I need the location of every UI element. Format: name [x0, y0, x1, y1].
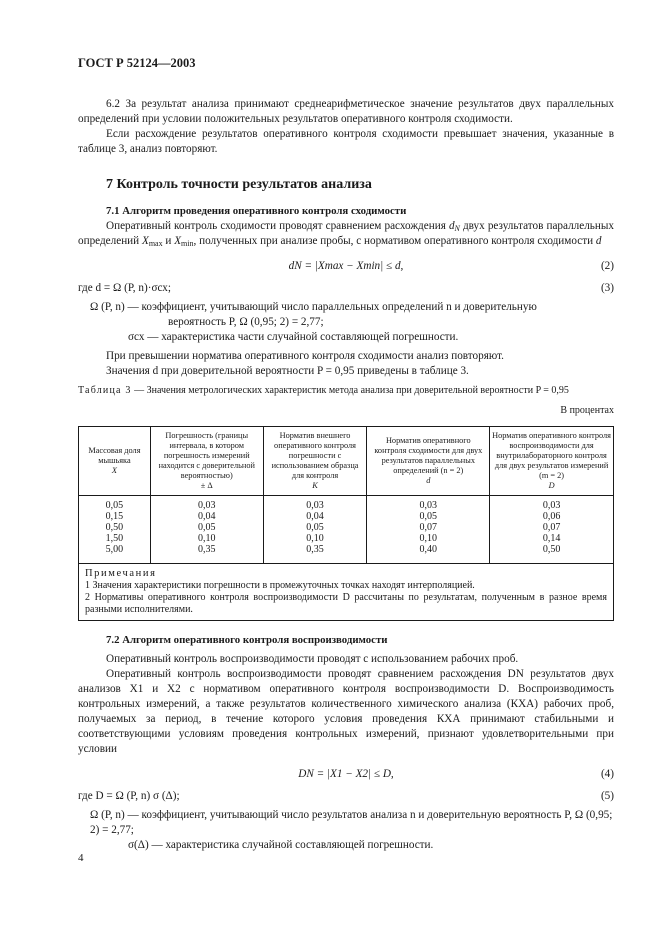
header-error: Погрешность (границы интервала, в котором погрешность измерений находится с доверительной вероятностью) ± Δ	[150, 427, 263, 496]
formula-2-row	[78, 259, 614, 275]
formula-5-row	[78, 789, 614, 805]
paragraph-6-2-repeat: Если расхождение результатов оперативного контроля сходимости превышает значения, указанные в таблице 3, анализ повторяют.	[78, 128, 614, 155]
formula-4: DN = |X1 − X2| ≤ D,	[298, 768, 394, 780]
column-reproducibility: 0,03 0,06 0,07 0,14 0,50	[490, 496, 614, 564]
formula-2-number: (2)	[600, 260, 614, 272]
column-error: 0,03 0,04 0,05 0,10 0,35	[150, 496, 263, 564]
notes-title: Примечания	[85, 568, 157, 579]
paragraph-7-2-intro: Оперативный контроль воспроизводимости проводят с использованием рабочих проб.	[106, 653, 519, 665]
formula-5-number: (5)	[600, 790, 614, 802]
column-mass-fraction: 0,05 0,15 0,50 1,50 5,00	[79, 496, 151, 564]
table-3-caption: Таблица 3 — Значения метрологических характеристик метода анализа при доверительной вероятности P = 0,95	[78, 385, 569, 396]
paragraph-repeat-analysis: При превышении норматива оперативного контроля сходимости анализ повторяют.	[106, 350, 504, 362]
formula-2: dN = |Xmax − Xmin| ≤ d,	[288, 260, 404, 272]
paragraph-values-table3: Значения d при доверительной вероятности P = 0,95 приведены в таблице 3.	[106, 365, 469, 377]
section-7-title: 7 Контроль точности результатов анализа	[106, 177, 372, 192]
column-external-control: 0,03 0,04 0,05 0,10 0,35	[263, 496, 367, 564]
paragraph-7-2-body: Оперативный контроль воспроизводимости проводят сравнением расхождения DN результатов двух анализов X1 и X2 с нормативом оперативного контроля воспроизводимости D. Воспроизводимость контрольных измерений, а также результатов количественного химического анализа (КХА) рабочих проб, получаемых за период, в течение которого условия проведения КХА принимают стабильными и соответствующими условиям проведения контрольных измерений, признают удовлетворительными при условии	[78, 668, 614, 755]
formula-3-number: (3)	[600, 282, 614, 294]
section-7-2-title: 7.2 Алгоритм оперативного контроля воспроизводимости	[106, 634, 388, 646]
document-header: ГОСТ Р 52124—2003	[78, 56, 196, 70]
definition-sigma-7-2: σ(Δ) — характеристика случайной составляющей погрешности.	[128, 839, 434, 851]
definition-sigma: σсх — характеристика части случайной составляющей погрешности.	[128, 331, 459, 343]
page-number: 4	[78, 852, 84, 864]
table-notes-row	[79, 564, 614, 621]
formula-3: где d = Ω (P, n)·σсх;	[78, 282, 171, 294]
note-1: 1 Значения характеристики погрешности в промежуточных точках находят интерполяцией.	[85, 580, 475, 591]
header-repeatability: Норматив оперативного контроля сходимости для двух результатов параллельных определений (n = 2) d	[367, 427, 490, 496]
column-repeatability: 0,03 0,05 0,07 0,10 0,40	[367, 496, 490, 564]
formula-5: где D = Ω (P, n) σ (Δ);	[78, 790, 180, 802]
definition-omega: Ω (P, n) — коэффициент, учитывающий число параллельных определений n и доверительную вероятность P, Ω (0,95; 2) = 2,77;	[90, 301, 537, 328]
table-header-row	[79, 427, 614, 496]
header-external-control: Норматив внешнего оперативного контроля погрешности с использованием образца для контроля K	[263, 427, 367, 496]
paragraph-6-2: 6.2 За результат анализа принимают среднеарифметическое значение результатов двух параллельных определений при условии положительных результатов оперативного контроля сходимости.	[78, 98, 614, 125]
formula-4-row	[78, 767, 614, 783]
table-3	[78, 426, 614, 621]
header-reproducibility: Норматив оперативного контроля воспроизводимости для внутрилабораторного контроля для двух результатов измерений (m = 2) D	[490, 427, 614, 496]
table-data-row	[79, 496, 614, 564]
paragraph-7-1-intro: Оперативный контроль сходимости проводят сравнением расхождения $d_N$ двух результатов параллельных определений $X_{max}$ и $X_{min}$, полученных при анализе пробы, с нормативом оперативного контроля сходимости d	[78, 220, 614, 248]
document-page	[78, 56, 614, 857]
header-mass-fraction: Массовая доля мышьяка X	[79, 427, 151, 496]
formula-4-number: (4)	[600, 768, 614, 780]
table-3-units: В процентах	[560, 405, 614, 416]
formula-3-row	[78, 281, 614, 297]
table-notes	[79, 564, 614, 621]
section-7-1-title: 7.1 Алгоритм проведения оперативного контроля сходимости	[106, 205, 407, 217]
definition-omega-7-2: Ω (P, n) — коэффициент, учитывающий число результатов анализа n и доверительную вероятность P, Ω (0,95; 2) = 2,77;	[90, 809, 613, 836]
note-2: 2 Нормативы оперативного контроля воспроизводимости D рассчитаны по результатам, полученным в разное время разными исполнителями.	[85, 592, 607, 615]
